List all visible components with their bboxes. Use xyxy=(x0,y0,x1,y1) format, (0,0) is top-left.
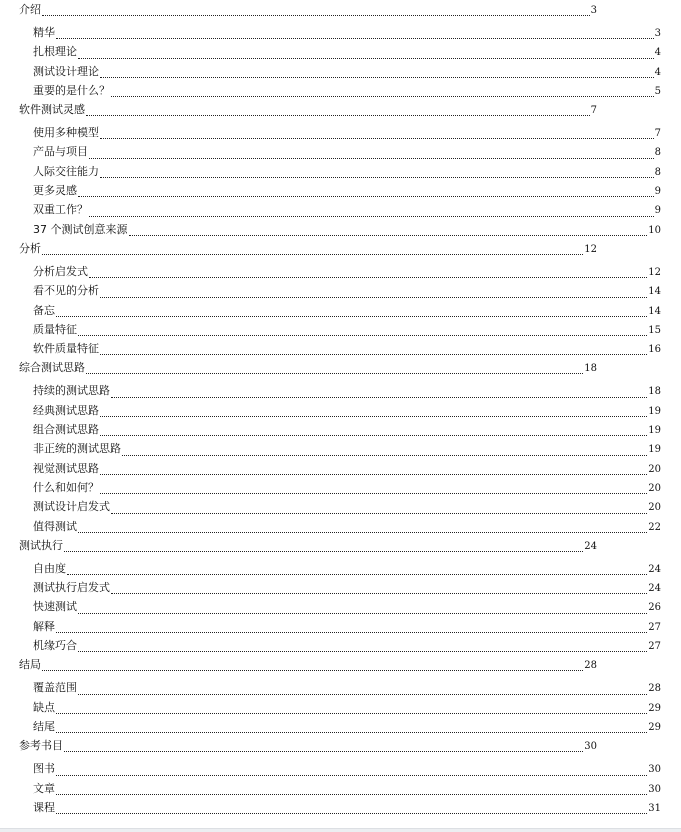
toc-entry-title: 课程 xyxy=(33,800,55,814)
toc-entry-page-number: 24 xyxy=(584,540,597,552)
dot-leader xyxy=(111,513,647,514)
toc-entry-page-number: 18 xyxy=(584,363,597,375)
toc-entry-title: 测试设计理论 xyxy=(33,64,99,78)
dot-leader xyxy=(100,77,654,78)
dot-leader xyxy=(78,532,647,533)
dot-leader xyxy=(64,751,583,752)
toc-section[interactable] xyxy=(0,517,661,536)
toc-entry-page-number: 30 xyxy=(584,741,597,753)
toc-entry-title: 质量特征 xyxy=(33,322,77,336)
dot-leader xyxy=(78,694,647,695)
toc-entry-page-number: 22 xyxy=(648,521,661,533)
toc-entry-page-number: 4 xyxy=(654,47,661,59)
toc-entry-title: 什么和如何？ xyxy=(33,480,99,494)
toc-entry-title: 重要的是什么？ xyxy=(33,83,110,97)
toc-entry-page-number: 7 xyxy=(590,105,597,117)
toc-chapter[interactable] xyxy=(0,736,597,755)
toc-entry-page-number: 12 xyxy=(584,243,597,255)
toc-section[interactable] xyxy=(0,798,661,817)
toc-entry-title: 快速测试 xyxy=(33,600,77,614)
toc-entry-page-number: 7 xyxy=(654,128,661,140)
toc-section[interactable] xyxy=(0,281,661,300)
toc-chapter[interactable] xyxy=(0,0,597,19)
toc-entry-page-number: 27 xyxy=(648,641,661,653)
toc-entry-title: 37 个测试创意来源 xyxy=(33,222,128,236)
toc-entry-title: 分析 xyxy=(19,241,41,255)
dot-leader xyxy=(89,158,654,159)
toc-entry-page-number: 30 xyxy=(648,783,661,795)
toc-entry-page-number: 15 xyxy=(648,324,661,336)
toc-section[interactable] xyxy=(0,717,661,736)
toc-entry-page-number: 29 xyxy=(648,702,661,714)
toc-entry-title: 扎根理论 xyxy=(33,45,77,59)
toc-entry-title: 软件质量特征 xyxy=(33,342,99,356)
toc-section[interactable] xyxy=(0,301,661,320)
toc-chapter[interactable] xyxy=(0,536,597,555)
toc-section[interactable] xyxy=(0,401,661,420)
dot-leader xyxy=(100,297,647,298)
dot-leader xyxy=(42,254,583,255)
toc-entry-page-number: 20 xyxy=(648,463,661,475)
toc-chapter[interactable] xyxy=(0,358,597,377)
dot-leader xyxy=(100,493,647,494)
toc-section[interactable] xyxy=(0,698,661,717)
dot-leader xyxy=(78,58,654,59)
toc-entry-page-number: 24 xyxy=(648,583,661,595)
toc-entry-page-number: 30 xyxy=(648,764,661,776)
toc-section[interactable] xyxy=(0,81,661,100)
toc-section[interactable] xyxy=(0,42,661,61)
dot-leader xyxy=(56,813,647,814)
toc-entry-title: 值得测试 xyxy=(33,519,77,533)
toc-entry-page-number: 24 xyxy=(648,563,661,575)
toc-section[interactable] xyxy=(0,262,661,281)
toc-section[interactable] xyxy=(0,678,661,697)
dot-leader xyxy=(111,593,647,594)
toc-entry-title: 测试执行启发式 xyxy=(33,581,110,595)
dot-leader xyxy=(67,574,647,575)
toc-entry-title: 解释 xyxy=(33,619,55,633)
dot-leader xyxy=(100,138,654,139)
toc-section[interactable] xyxy=(0,142,661,161)
dot-leader xyxy=(86,373,583,374)
dot-leader xyxy=(42,15,590,16)
toc-section[interactable] xyxy=(0,636,661,655)
dot-leader xyxy=(56,794,647,795)
toc-entry-title: 结局 xyxy=(19,658,41,672)
dot-leader xyxy=(64,551,583,552)
toc-entry-page-number: 16 xyxy=(648,344,661,356)
toc-section[interactable] xyxy=(0,559,661,578)
toc-section[interactable] xyxy=(0,220,661,239)
dot-leader xyxy=(78,613,647,614)
toc-section[interactable] xyxy=(0,578,661,597)
toc-entry-title: 文章 xyxy=(33,781,55,795)
toc-entry-title: 测试执行 xyxy=(19,538,63,552)
toc-entry-page-number: 14 xyxy=(648,286,661,298)
toc-section[interactable] xyxy=(0,123,661,142)
toc-section[interactable] xyxy=(0,497,661,516)
toc-entry-title: 人际交往能力 xyxy=(33,164,99,178)
toc-entry-page-number: 20 xyxy=(648,502,661,514)
toc-section[interactable] xyxy=(0,381,661,400)
toc-entry-page-number: 19 xyxy=(648,425,661,437)
toc-section[interactable] xyxy=(0,459,661,478)
dot-leader xyxy=(122,455,647,456)
dot-leader xyxy=(111,397,647,398)
toc-entry-page-number: 4 xyxy=(654,66,661,78)
dot-leader xyxy=(56,632,647,633)
dot-leader xyxy=(111,96,654,97)
toc-section[interactable] xyxy=(0,200,661,219)
toc-entry-page-number: 26 xyxy=(648,602,661,614)
dot-leader xyxy=(100,177,654,178)
toc-entry-page-number: 27 xyxy=(648,621,661,633)
toc-entry-title: 视觉测试思路 xyxy=(33,461,99,475)
toc-section[interactable] xyxy=(0,439,661,458)
dot-leader xyxy=(100,416,647,417)
toc-chapter[interactable] xyxy=(0,239,597,258)
toc-entry-page-number: 18 xyxy=(648,386,661,398)
toc-entry-title: 看不见的分析 xyxy=(33,284,99,298)
toc-section[interactable] xyxy=(0,339,661,358)
dot-leader xyxy=(78,196,654,197)
toc-entry-title: 覆盖范围 xyxy=(33,681,77,695)
toc-section[interactable] xyxy=(0,759,661,778)
toc-entry-page-number: 14 xyxy=(648,305,661,317)
toc-section[interactable] xyxy=(0,597,661,616)
toc-entry-page-number: 9 xyxy=(654,186,661,198)
toc-entry-title: 自由度 xyxy=(33,561,66,575)
toc-entry-title: 介绍 xyxy=(19,3,41,16)
toc-chapter[interactable] xyxy=(0,100,597,119)
toc-entry-title: 机缘巧合 xyxy=(33,639,77,653)
toc-chapter[interactable] xyxy=(0,655,597,674)
toc-section[interactable] xyxy=(0,181,661,200)
toc-entry-title: 更多灵感 xyxy=(33,184,77,198)
dot-leader xyxy=(56,713,647,714)
toc-entry-page-number: 31 xyxy=(648,802,661,814)
dot-leader xyxy=(89,277,647,278)
toc-section[interactable] xyxy=(0,320,661,339)
dot-leader xyxy=(100,435,647,436)
dot-leader xyxy=(86,115,590,116)
toc-entry-title: 持续的测试思路 xyxy=(33,384,110,398)
toc-entry-page-number: 3 xyxy=(590,5,597,16)
toc-entry-title: 产品与项目 xyxy=(33,145,88,159)
toc-entry-page-number: 20 xyxy=(648,482,661,494)
toc-entry-title: 双重工作？ xyxy=(33,203,88,217)
toc-entry-page-number: 8 xyxy=(654,147,661,159)
toc-section[interactable] xyxy=(0,23,661,42)
toc-section[interactable] xyxy=(0,779,661,798)
toc-entry-title: 分析启发式 xyxy=(33,264,88,278)
toc-entry-page-number: 29 xyxy=(648,721,661,733)
dot-leader xyxy=(56,732,647,733)
toc-entry-title: 组合测试思路 xyxy=(33,423,99,437)
toc-section[interactable] xyxy=(0,617,661,636)
toc-entry-title: 非正统的测试思路 xyxy=(33,442,121,456)
toc-entry-title: 测试设计启发式 xyxy=(33,500,110,514)
toc-entry-title: 软件测试灵感 xyxy=(19,103,85,117)
toc-entry-page-number: 19 xyxy=(648,405,661,417)
toc-entry-page-number: 28 xyxy=(584,660,597,672)
dot-leader xyxy=(56,316,647,317)
toc-entry-page-number: 10 xyxy=(648,224,661,236)
toc-entry-title: 备忘 xyxy=(33,303,55,317)
toc-section[interactable] xyxy=(0,162,661,181)
toc-section[interactable] xyxy=(0,420,661,439)
toc-section[interactable] xyxy=(0,478,661,497)
toc-entry-page-number: 12 xyxy=(648,266,661,278)
dot-leader xyxy=(129,235,648,236)
toc-entry-page-number: 9 xyxy=(654,205,661,217)
toc-entry-title: 结尾 xyxy=(33,719,55,733)
toc-entry-title: 精华 xyxy=(33,26,55,39)
dot-leader xyxy=(78,335,647,336)
dot-leader xyxy=(78,651,647,652)
toc-entry-title: 使用多种模型 xyxy=(33,126,99,140)
toc-entry-title: 参考书目 xyxy=(19,739,63,753)
toc-entry-title: 经典测试思路 xyxy=(33,403,99,417)
dot-leader xyxy=(100,354,647,355)
toc-entry-title: 缺点 xyxy=(33,700,55,714)
dot-leader xyxy=(89,216,654,217)
dot-leader xyxy=(100,474,647,475)
toc-entry-page-number: 8 xyxy=(654,166,661,178)
toc-entry-page-number: 28 xyxy=(648,683,661,695)
dot-leader xyxy=(42,670,583,671)
toc-entry-page-number: 3 xyxy=(654,28,661,39)
dot-leader xyxy=(56,38,654,39)
dot-leader xyxy=(56,775,647,776)
toc-entry-title: 图书 xyxy=(33,762,55,776)
toc-entry-page-number: 19 xyxy=(648,444,661,456)
toc-entry-page-number: 5 xyxy=(654,85,661,97)
viewer-bottom-bar xyxy=(0,828,681,832)
toc-section[interactable] xyxy=(0,62,661,81)
toc-entry-title: 综合测试思路 xyxy=(19,361,85,375)
